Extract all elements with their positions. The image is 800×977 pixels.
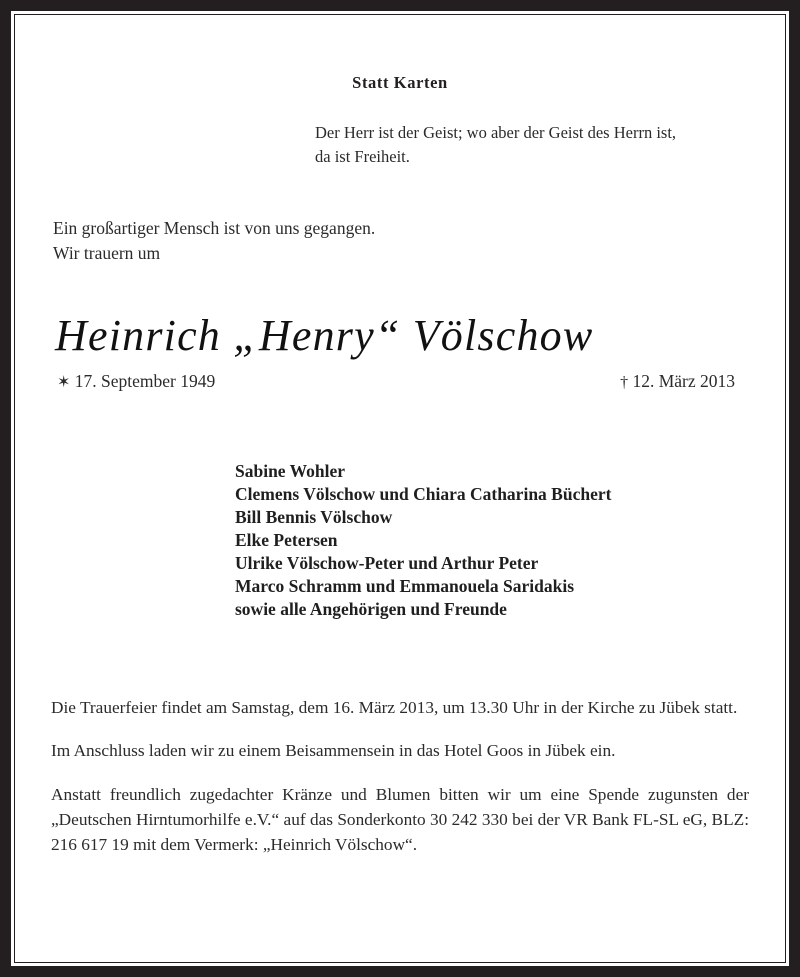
donation-paragraph: Anstatt freundlich zugedachter Kränze und Blumen bitten wir um eine Spende zugunsten der „Deutschen Hirntumorhilfe e.V.“ auf das Sonderkonto 30 242 330 bei der VR Bank FL-SL eG, BLZ: 216 617 19 mit dem Vermerk: „Heinrich Völschow“. bbox=[51, 784, 749, 854]
list-item: Clemens Völschow und Chiara Catharina Büchert bbox=[235, 483, 612, 504]
list-item: Bill Bennis Völschow bbox=[235, 506, 393, 527]
notice-label: Statt Karten bbox=[352, 73, 448, 92]
death-cross-icon: † bbox=[620, 373, 629, 391]
funeral-service-paragraph: Die Trauerfeier findet am Samstag, dem 16. März 2013, um 13.30 Uhr in der Kirche zu Jübek statt. bbox=[51, 698, 738, 718]
intro-line-2: Wir trauern um bbox=[53, 242, 161, 263]
list-item: Ulrike Völschow-Peter und Arthur Peter bbox=[235, 553, 539, 574]
list-item: Marco Schramm und Emmanouela Saridakis bbox=[235, 576, 575, 597]
death-date: 12. März 2013 bbox=[632, 370, 735, 391]
deceased-full-name: Heinrich „Henry“ Völschow bbox=[55, 310, 594, 360]
life-dates bbox=[43, 359, 757, 392]
birth-star-icon: ✶ bbox=[57, 373, 71, 391]
scripture-line-2: da ist Freiheit. bbox=[315, 146, 410, 166]
list-item: sowie alle Angehörigen und Freunde bbox=[235, 599, 507, 620]
service-details bbox=[43, 621, 757, 856]
obituary-card bbox=[15, 15, 785, 962]
survivors-list bbox=[43, 392, 757, 622]
intro-line-1: Ein großartiger Mensch ist von uns gegangen. bbox=[53, 217, 376, 238]
reception-paragraph: Im Anschluss laden wir zu einem Beisammensein in das Hotel Goos in Jübek ein. bbox=[51, 741, 616, 761]
obituary-border-gap bbox=[11, 11, 789, 966]
death-date-group bbox=[620, 371, 735, 392]
list-item: Elke Petersen bbox=[235, 530, 338, 550]
birth-date-group bbox=[57, 371, 215, 392]
obituary-inner-rule bbox=[14, 14, 786, 963]
scripture-quote bbox=[43, 93, 757, 169]
intro-text bbox=[43, 169, 757, 266]
birth-date: 17. September 1949 bbox=[74, 370, 216, 391]
list-item: Sabine Wohler bbox=[235, 460, 346, 481]
scripture-line-1: Der Herr ist der Geist; wo aber der Geist des Herrn ist, bbox=[315, 123, 677, 142]
